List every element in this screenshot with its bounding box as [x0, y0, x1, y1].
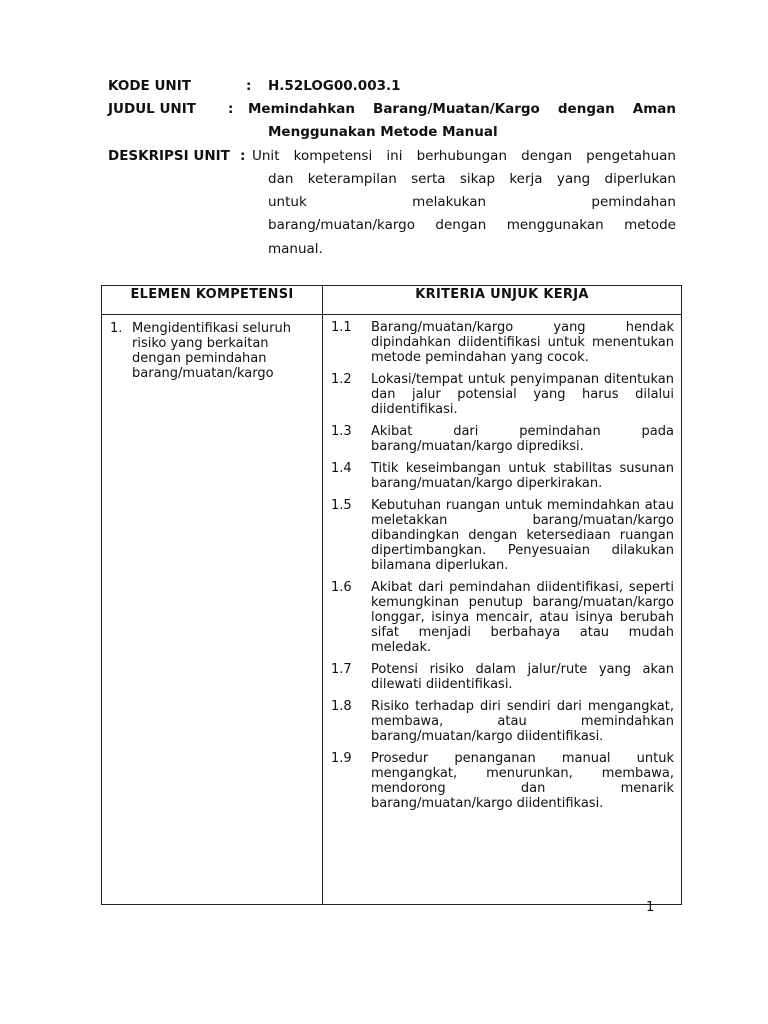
deskripsi-line-text: untuk melakukan pemindahan: [268, 194, 676, 210]
kriteria-number: 1.5: [331, 498, 352, 513]
judul-unit-line1: Memindahkan Barang/Muatan/Kargo dengan Aman: [248, 101, 676, 117]
kriteria-text: Akibat dari pemindahan pada barang/muatan/kargo diprediksi.: [371, 424, 674, 454]
kriteria-item: [331, 580, 674, 655]
judul-unit-line2: Menggunakan Metode Manual: [268, 124, 498, 140]
kriteria-number: 1.8: [331, 699, 352, 714]
kriteria-number: 1.2: [331, 372, 352, 387]
kriteria-text: Lokasi/tempat untuk penyimpanan ditentukan dan jalur potensial yang harus dilalui diidentifikasi.: [371, 372, 674, 417]
deskripsi-unit-colon: :: [240, 148, 246, 164]
kriteria-number: 1.4: [331, 461, 352, 476]
kriteria-item: [331, 751, 674, 811]
elemen-kompetensi-header: ELEMEN KOMPETENSI: [102, 286, 323, 315]
kriteria-item: [331, 662, 674, 692]
kriteria-item: [331, 699, 674, 744]
deskripsi-line: Unit kompetensi ini berhubungan dengan pengetahuan: [252, 148, 676, 164]
judul-unit-label: JUDUL UNIT: [108, 101, 196, 117]
kriteria-unjuk-kerja-header: KRITERIA UNJUK KERJA: [323, 286, 682, 315]
kriteria-number: 1.9: [331, 751, 352, 766]
page-number: 1: [646, 900, 655, 915]
kriteria-text: Kebutuhan ruangan untuk memindahkan atau meletakkan barang/muatan/kargo dibandingkan dengan ketersediaan ruangan dipertimbangkan. Penyesuaian dilakukan bilamana diperlukan.: [371, 498, 674, 573]
deskripsi-unit-label: DESKRIPSI UNIT: [108, 148, 230, 164]
kriteria-number: 1.1: [331, 320, 352, 335]
table-row: [102, 315, 682, 905]
kriteria-item: [331, 372, 674, 417]
kriteria-text: Titik keseimbangan untuk stabilitas susunan barang/muatan/kargo diperkirakan.: [371, 461, 674, 491]
kriteria-text: Akibat dari pemindahan diidentifikasi, seperti kemungkinan penutup barang/muatan/kargo longgar, isinya mencair, atau isinya berubah sifat menjadi berbahaya atau mudah meledak.: [371, 580, 674, 655]
kode-unit-label: KODE UNIT: [108, 78, 191, 94]
table-header-row: [102, 286, 682, 315]
kode-unit-value: H.52LOG00.003.1: [268, 78, 401, 94]
deskripsi-line: dan keterampilan serta sikap kerja yang diperlukan: [268, 171, 676, 187]
elemen-text: Mengidentifikasi seluruh risiko yang berkaitan dengan pemindahan barang/muatan/kargo: [132, 321, 291, 381]
deskripsi-line: barang/muatan/kargo dengan menggunakan metode: [268, 217, 676, 233]
kriteria-number: 1.7: [331, 662, 352, 677]
kriteria-number: 1.6: [331, 580, 352, 595]
kriteria-text: Barang/muatan/kargo yang hendak dipindahkan diidentifikasi untuk menentukan metode pemindahan yang cocok.: [371, 320, 674, 365]
kriteria-text: Prosedur penanganan manual untuk mengangkat, menurunkan, membawa, mendorong dan menarik barang/muatan/kargo diidentifikasi.: [371, 751, 674, 811]
kriteria-cell: [323, 315, 682, 905]
deskripsi-line: [268, 191, 676, 213]
elemen-number: 1.: [110, 321, 123, 336]
kompetensi-table: [101, 285, 682, 905]
kriteria-item: [331, 498, 674, 573]
kriteria-item: [331, 320, 674, 365]
elemen-cell: [102, 315, 323, 905]
elemen-item: [103, 316, 321, 381]
deskripsi-line: manual.: [268, 241, 323, 257]
kriteria-number: 1.3: [331, 424, 352, 439]
kode-unit-colon: :: [246, 78, 252, 94]
kriteria-text: Risiko terhadap diri sendiri dari mengangkat, membawa, atau memindahkan barang/muatan/kargo diidentifikasi.: [371, 699, 674, 744]
kriteria-list: [324, 316, 680, 817]
kriteria-item: [331, 461, 674, 491]
kriteria-text: Potensi risiko dalam jalur/rute yang akan dilewati diidentifikasi.: [371, 662, 674, 692]
judul-unit-colon: :: [228, 101, 234, 117]
kriteria-item: [331, 424, 674, 454]
